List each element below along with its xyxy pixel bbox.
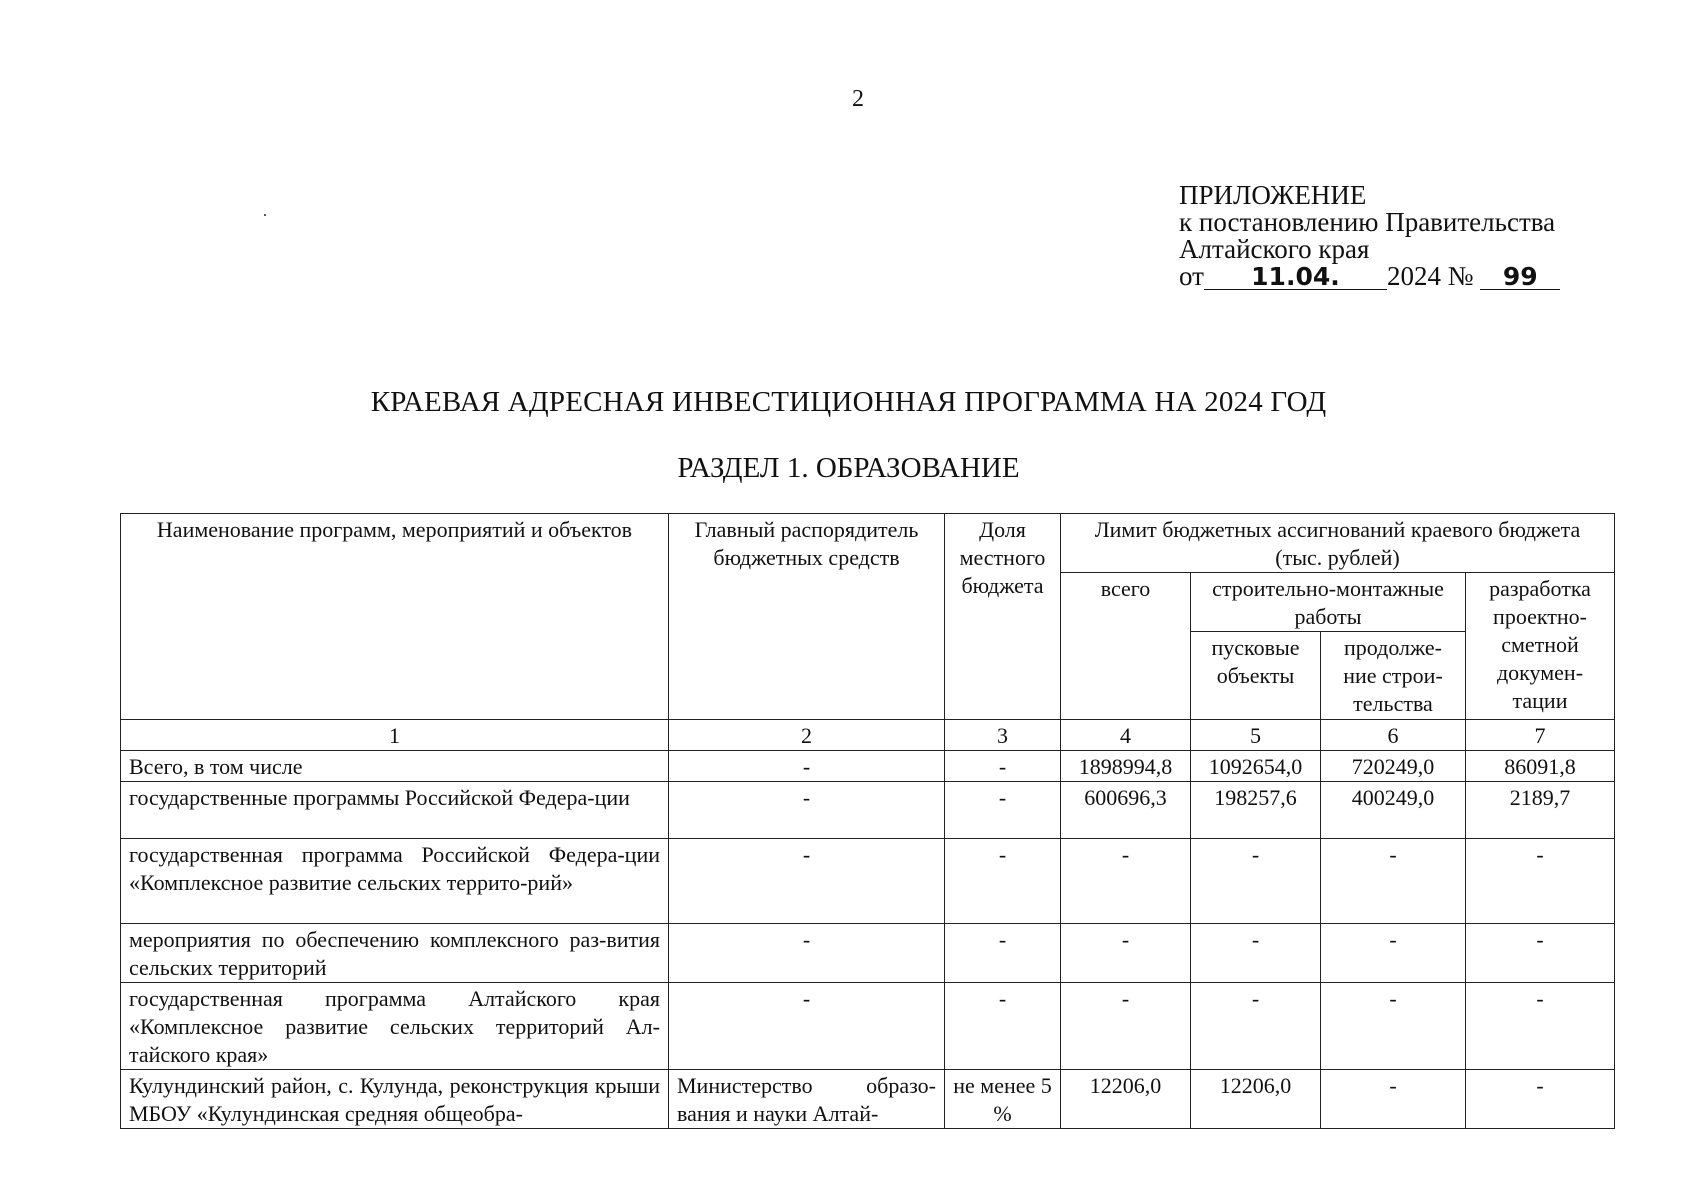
- header-local-share: Доля местного бюджета: [945, 514, 1061, 720]
- header-manager: Главный распорядитель бюджетных средств: [669, 514, 945, 720]
- row-manager: -: [669, 839, 945, 924]
- header-launch: пусковые объекты: [1191, 632, 1321, 720]
- column-number: 6: [1321, 720, 1466, 751]
- appendix-title: ПРИЛОЖЕНИЕ: [1179, 180, 1367, 210]
- year-label: 2024 №: [1386, 261, 1474, 291]
- header-construction: строительно-монтажные работы: [1191, 573, 1466, 632]
- row-design: 2189,7: [1466, 782, 1615, 839]
- header-design: разработка проектно-сметной докумен-тации: [1466, 573, 1615, 720]
- number-field: 99: [1480, 265, 1560, 290]
- row-total: 1898994,8: [1061, 751, 1191, 782]
- column-number: 1: [121, 720, 669, 751]
- row-design: -: [1466, 1070, 1615, 1129]
- header-limit: Лимит бюджетных ассигнований краевого бюджета (тыс. рублей): [1061, 514, 1615, 573]
- header-continuation: продолже-ние строи-тельства: [1321, 632, 1466, 720]
- row-manager: -: [669, 782, 945, 839]
- column-number: 4: [1061, 720, 1191, 751]
- row-continuation: -: [1321, 983, 1466, 1070]
- header-total: всего: [1061, 573, 1191, 720]
- row-manager: -: [669, 983, 945, 1070]
- row-local-share: -: [945, 782, 1061, 839]
- row-total: -: [1061, 839, 1191, 924]
- header-name: Наименование программ, мероприятий и объектов: [121, 514, 669, 720]
- row-launch: -: [1191, 983, 1321, 1070]
- row-total: -: [1061, 983, 1191, 1070]
- row-manager: -: [669, 924, 945, 983]
- row-launch: 12206,0: [1191, 1070, 1321, 1129]
- row-design: -: [1466, 839, 1615, 924]
- row-local-share: -: [945, 751, 1061, 782]
- row-manager: Министерство образо-вания и науки Алтай-: [669, 1070, 945, 1129]
- column-number: 2: [669, 720, 945, 751]
- row-continuation: 400249,0: [1321, 782, 1466, 839]
- column-number-row: [121, 720, 1615, 751]
- appendix-line-1: к постановлению Правительства: [1179, 207, 1556, 237]
- table-row: [121, 782, 1615, 839]
- table-row: [121, 924, 1615, 983]
- investment-table: [120, 513, 1615, 1129]
- row-launch: 1092654,0: [1191, 751, 1321, 782]
- row-launch: 198257,6: [1191, 782, 1321, 839]
- table-row: [121, 839, 1615, 924]
- row-continuation: -: [1321, 924, 1466, 983]
- appendix-block: [1179, 182, 1560, 290]
- row-continuation: 720249,0: [1321, 751, 1466, 782]
- date-prefix: от: [1179, 261, 1204, 291]
- row-total: 600696,3: [1061, 782, 1191, 839]
- appendix-date-row: [1179, 263, 1560, 290]
- row-name: мероприятия по обеспечению комплексного раз-вития сельских территорий: [121, 924, 669, 983]
- appendix-line-2: Алтайского края: [1179, 234, 1370, 264]
- row-total: -: [1061, 924, 1191, 983]
- row-launch: -: [1191, 924, 1321, 983]
- row-local-share: -: [945, 983, 1061, 1070]
- column-number: 7: [1466, 720, 1615, 751]
- row-name: государственная программа Российской Федера-ции «Комплексное развитие сельских террито-рий»: [121, 839, 669, 924]
- table-row: [121, 983, 1615, 1070]
- row-total: 12206,0: [1061, 1070, 1191, 1129]
- row-name: Кулундинский район, с. Кулунда, реконструкция крыши МБОУ «Кулундинская средняя общеобра-: [121, 1070, 669, 1129]
- scan-speck: [264, 214, 266, 216]
- section-title: РАЗДЕЛ 1. ОБРАЗОВАНИЕ: [677, 452, 1020, 484]
- row-name: Всего, в том числе: [121, 751, 669, 782]
- row-local-share: не менее 5 %: [945, 1070, 1061, 1129]
- row-continuation: -: [1321, 1070, 1466, 1129]
- date-field: 11.04.: [1204, 265, 1387, 290]
- row-design: -: [1466, 924, 1615, 983]
- row-name: государственные программы Российской Федера-ции: [121, 782, 669, 839]
- row-local-share: -: [945, 839, 1061, 924]
- column-number: 5: [1191, 720, 1321, 751]
- document-title: КРАЕВАЯ АДРЕСНАЯ ИНВЕСТИЦИОННАЯ ПРОГРАММА НА 2024 ГОД: [370, 386, 1327, 418]
- row-local-share: -: [945, 924, 1061, 983]
- row-design: 86091,8: [1466, 751, 1615, 782]
- row-manager: -: [669, 751, 945, 782]
- row-name: государственная программа Алтайского края «Комплексное развитие сельских территорий Ал-тайского края»: [121, 983, 669, 1070]
- row-launch: -: [1191, 839, 1321, 924]
- row-continuation: -: [1321, 839, 1466, 924]
- table-row: [121, 751, 1615, 782]
- row-design: -: [1466, 983, 1615, 1070]
- table-row: [121, 1070, 1615, 1129]
- page-number: 2: [852, 86, 864, 112]
- column-number: 3: [945, 720, 1061, 751]
